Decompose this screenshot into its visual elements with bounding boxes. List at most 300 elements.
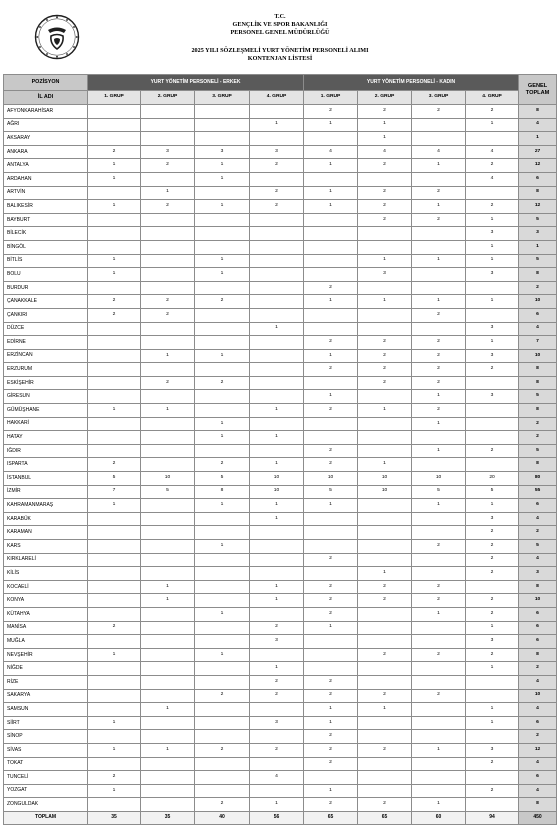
quota-cell: 5: [304, 485, 358, 499]
row-total: 2: [519, 281, 557, 295]
quota-cell: [195, 322, 250, 336]
quota-cell: [250, 268, 304, 282]
quota-cell: [466, 689, 519, 703]
quota-cell: [250, 363, 304, 377]
quota-cell: [358, 662, 412, 676]
province-name: KÜTAHYA: [4, 607, 88, 621]
quota-cell: [304, 268, 358, 282]
quota-cell: 2: [466, 607, 519, 621]
header-female-staff: YURT YÖNETİM PERSONELİ - KADIN: [304, 75, 519, 91]
table-row: [4, 689, 557, 703]
quota-cell: [195, 118, 250, 132]
quota-cell: [141, 322, 195, 336]
row-total: 10: [519, 689, 557, 703]
province-name: ZONGULDAK: [4, 798, 88, 812]
quota-cell: 1: [304, 621, 358, 635]
quota-cell: [358, 227, 412, 241]
quota-cell: 2: [304, 458, 358, 472]
quota-cell: 1: [358, 567, 412, 581]
quota-cell: 2: [466, 159, 519, 173]
quota-cell: 1: [412, 390, 466, 404]
quota-cell: [141, 689, 195, 703]
header-line-subtitle: KONTENJAN LİSTESİ: [247, 55, 313, 62]
quota-cell: [412, 675, 466, 689]
quota-cell: [88, 417, 141, 431]
table-row: [4, 607, 557, 621]
quota-cell: 2: [466, 540, 519, 554]
quota-cell: 1: [304, 716, 358, 730]
row-total: 5: [519, 254, 557, 268]
quota-cell: 1: [358, 254, 412, 268]
table-row: [4, 349, 557, 363]
quota-cell: 2: [304, 757, 358, 771]
row-total: 27: [519, 145, 557, 159]
quota-cell: [304, 662, 358, 676]
province-name: KONYA: [4, 594, 88, 608]
quota-cell: 1: [412, 743, 466, 757]
row-total: 8: [519, 186, 557, 200]
quota-cell: [141, 227, 195, 241]
column-total: 65: [358, 811, 412, 824]
quota-cell: 10: [250, 485, 304, 499]
quota-cell: [141, 417, 195, 431]
quota-cell: [358, 281, 412, 295]
quota-cell: [304, 376, 358, 390]
quota-cell: [141, 213, 195, 227]
quota-cell: [358, 730, 412, 744]
row-total: 8: [519, 458, 557, 472]
quota-cell: 7: [88, 485, 141, 499]
quota-cell: [250, 254, 304, 268]
table-row: [4, 648, 557, 662]
quota-cell: [466, 186, 519, 200]
row-total: 6: [519, 635, 557, 649]
quota-cell: 3: [466, 743, 519, 757]
quota-cell: 2: [250, 159, 304, 173]
column-total: 60: [412, 811, 466, 824]
quota-cell: 2: [358, 743, 412, 757]
quota-cell: 2: [358, 213, 412, 227]
quota-cell: 3: [466, 349, 519, 363]
quota-cell: 8: [195, 485, 250, 499]
quota-cell: 1: [195, 172, 250, 186]
quota-cell: 2: [412, 105, 466, 119]
quota-cell: 1: [141, 594, 195, 608]
quota-cell: 2: [88, 295, 141, 309]
quota-cell: 1: [466, 254, 519, 268]
quota-cell: 1: [141, 580, 195, 594]
table-row: [4, 621, 557, 635]
quota-cell: [141, 499, 195, 513]
quota-cell: [141, 444, 195, 458]
province-name: BAYBURT: [4, 213, 88, 227]
quota-cell: 1: [141, 703, 195, 717]
quota-cell: [195, 526, 250, 540]
quota-cell: [250, 703, 304, 717]
quota-cell: 1: [88, 172, 141, 186]
row-total: 8: [519, 580, 557, 594]
quota-cell: [88, 553, 141, 567]
quota-cell: 1: [88, 716, 141, 730]
quota-cell: 3: [195, 145, 250, 159]
quota-cell: 1: [88, 268, 141, 282]
quota-cell: [141, 363, 195, 377]
quota-cell: 1: [250, 580, 304, 594]
quota-cell: [250, 213, 304, 227]
table-row: [4, 472, 557, 486]
row-total: 10: [519, 295, 557, 309]
quota-cell: 2: [195, 743, 250, 757]
quota-cell: 4: [250, 771, 304, 785]
quota-table: [3, 74, 557, 825]
quota-cell: [195, 444, 250, 458]
quota-cell: [141, 540, 195, 554]
quota-cell: 1: [358, 295, 412, 309]
quota-cell: [195, 580, 250, 594]
province-name: KARS: [4, 540, 88, 554]
quota-cell: [88, 526, 141, 540]
province-name: AĞRI: [4, 118, 88, 132]
province-name: KIRKLARELİ: [4, 553, 88, 567]
quota-cell: 2: [250, 186, 304, 200]
quota-cell: 1: [141, 404, 195, 418]
quota-cell: 2: [195, 295, 250, 309]
quota-cell: [466, 431, 519, 445]
table-row: [4, 580, 557, 594]
table-row: [4, 743, 557, 757]
quota-cell: [304, 322, 358, 336]
quota-cell: [304, 512, 358, 526]
quota-cell: [304, 213, 358, 227]
row-total: 6: [519, 621, 557, 635]
table-row: [4, 784, 557, 798]
row-total: 2: [519, 431, 557, 445]
province-name: ANKARA: [4, 145, 88, 159]
quota-cell: [250, 132, 304, 146]
header-grand-total-line1: GENEL: [527, 82, 548, 89]
table-row: [4, 172, 557, 186]
header-line-tc: T.C.: [274, 13, 286, 20]
quota-cell: [195, 336, 250, 350]
table-row: [4, 798, 557, 812]
quota-cell: [250, 240, 304, 254]
quota-cell: 3: [466, 512, 519, 526]
quota-cell: 1: [88, 159, 141, 173]
quota-cell: 1: [195, 607, 250, 621]
quota-cell: 1: [304, 118, 358, 132]
province-name: TUNCELİ: [4, 771, 88, 785]
quota-cell: 2: [412, 689, 466, 703]
quota-cell: [358, 784, 412, 798]
quota-cell: 1: [88, 200, 141, 214]
province-name: ERZURUM: [4, 363, 88, 377]
row-total: 4: [519, 512, 557, 526]
quota-cell: [304, 132, 358, 146]
quota-cell: [88, 703, 141, 717]
quota-cell: [412, 662, 466, 676]
quota-cell: 1: [250, 499, 304, 513]
group-header: 1. GRUP: [304, 91, 358, 105]
row-total: 2: [519, 417, 557, 431]
quota-cell: 2: [88, 145, 141, 159]
province-name: ÇANAKKALE: [4, 295, 88, 309]
quota-cell: 1: [250, 118, 304, 132]
quota-cell: 2: [358, 349, 412, 363]
quota-cell: [412, 512, 466, 526]
province-name: DÜZCE: [4, 322, 88, 336]
quota-cell: [466, 771, 519, 785]
quota-cell: 2: [412, 580, 466, 594]
quota-cell: [141, 105, 195, 119]
quota-cell: [412, 757, 466, 771]
row-total: 6: [519, 308, 557, 322]
quota-cell: 2: [412, 540, 466, 554]
quota-cell: [88, 349, 141, 363]
quota-cell: 1: [466, 499, 519, 513]
quota-cell: 1: [195, 431, 250, 445]
quota-cell: [195, 227, 250, 241]
quota-cell: 1: [195, 200, 250, 214]
quota-cell: [358, 390, 412, 404]
quota-cell: [141, 526, 195, 540]
table-row: [4, 308, 557, 322]
quota-cell: [88, 390, 141, 404]
quota-cell: 2: [141, 308, 195, 322]
row-total: 10: [519, 594, 557, 608]
quota-cell: [88, 675, 141, 689]
province-name: SİVAS: [4, 743, 88, 757]
quota-cell: [141, 390, 195, 404]
province-name: NEVŞEHİR: [4, 648, 88, 662]
table-row: [4, 512, 557, 526]
quota-cell: [412, 281, 466, 295]
quota-cell: 1: [195, 417, 250, 431]
quota-cell: [250, 281, 304, 295]
quota-cell: [250, 336, 304, 350]
row-total: 4: [519, 118, 557, 132]
column-total: 94: [466, 811, 519, 824]
table-row: [4, 526, 557, 540]
header-line-ministry: GENÇLİK VE SPOR BAKANLIĞI: [232, 21, 328, 28]
quota-cell: 1: [304, 186, 358, 200]
quota-cell: [250, 349, 304, 363]
quota-cell: [358, 757, 412, 771]
quota-cell: 5: [195, 472, 250, 486]
quota-cell: 1: [141, 743, 195, 757]
quota-cell: 5: [466, 485, 519, 499]
row-total: 2: [519, 662, 557, 676]
quota-cell: 1: [412, 417, 466, 431]
table-row: [4, 376, 557, 390]
row-total: 4: [519, 703, 557, 717]
province-name: KARAMAN: [4, 526, 88, 540]
quota-cell: 1: [412, 499, 466, 513]
quota-cell: 1: [250, 322, 304, 336]
quota-cell: 2: [304, 730, 358, 744]
quota-cell: 2: [466, 567, 519, 581]
quota-cell: [141, 172, 195, 186]
quota-cell: 20: [466, 472, 519, 486]
row-total: 7: [519, 336, 557, 350]
quota-cell: 1: [88, 648, 141, 662]
province-name: IĞDIR: [4, 444, 88, 458]
quota-cell: 2: [466, 363, 519, 377]
quota-cell: [250, 105, 304, 119]
row-total: 10: [519, 349, 557, 363]
quota-cell: [195, 308, 250, 322]
quota-cell: [250, 417, 304, 431]
table-row: [4, 771, 557, 785]
quota-cell: [141, 431, 195, 445]
column-total: 65: [304, 811, 358, 824]
table-row: [4, 757, 557, 771]
quota-cell: [304, 308, 358, 322]
table-row: [4, 145, 557, 159]
table-row: [4, 703, 557, 717]
quota-cell: [412, 132, 466, 146]
quota-cell: 1: [304, 295, 358, 309]
header-position: POZİSYON: [4, 75, 88, 91]
column-total: 40: [195, 811, 250, 824]
quota-cell: [304, 540, 358, 554]
quota-cell: [304, 771, 358, 785]
table-row: [4, 213, 557, 227]
quota-cell: 1: [466, 662, 519, 676]
quota-cell: 10: [358, 472, 412, 486]
table-row: [4, 404, 557, 418]
quota-cell: 1: [466, 621, 519, 635]
row-total: 6: [519, 172, 557, 186]
quota-cell: 2: [466, 553, 519, 567]
quota-cell: 2: [412, 376, 466, 390]
province-name: KARABÜK: [4, 512, 88, 526]
table-row: [4, 281, 557, 295]
quota-cell: [195, 635, 250, 649]
quota-cell: 10: [412, 472, 466, 486]
quota-cell: 2: [412, 308, 466, 322]
quota-cell: 1: [304, 159, 358, 173]
quota-cell: 1: [412, 607, 466, 621]
quota-cell: [141, 268, 195, 282]
quota-cell: [195, 594, 250, 608]
quota-cell: [250, 730, 304, 744]
quota-cell: [412, 268, 466, 282]
quota-cell: 1: [195, 254, 250, 268]
quota-cell: 2: [358, 363, 412, 377]
quota-cell: 3: [466, 268, 519, 282]
quota-cell: 1: [88, 784, 141, 798]
table-row: [4, 499, 557, 513]
quota-cell: [88, 607, 141, 621]
quota-cell: 2: [304, 404, 358, 418]
row-total: 5: [519, 213, 557, 227]
quota-cell: 2: [466, 105, 519, 119]
table-row: [4, 118, 557, 132]
quota-cell: [358, 322, 412, 336]
table-row: [4, 567, 557, 581]
quota-cell: 3: [250, 716, 304, 730]
table-row: [4, 594, 557, 608]
quota-cell: [250, 390, 304, 404]
quota-cell: 1: [412, 159, 466, 173]
quota-cell: [195, 621, 250, 635]
quota-cell: [250, 540, 304, 554]
province-name: TOKAT: [4, 757, 88, 771]
row-total: 12: [519, 200, 557, 214]
quota-cell: 1: [250, 458, 304, 472]
quota-cell: [88, 105, 141, 119]
row-total: 6: [519, 607, 557, 621]
quota-cell: 2: [88, 458, 141, 472]
quota-cell: [466, 730, 519, 744]
quota-cell: 1: [304, 200, 358, 214]
row-total: 5: [519, 390, 557, 404]
quota-cell: [412, 458, 466, 472]
quota-cell: [250, 567, 304, 581]
quota-cell: [195, 132, 250, 146]
quota-cell: 2: [304, 580, 358, 594]
quota-cell: 1: [195, 268, 250, 282]
province-name: İSTANBUL: [4, 472, 88, 486]
quota-cell: 1: [358, 132, 412, 146]
quota-cell: 2: [466, 757, 519, 771]
quota-cell: 2: [412, 186, 466, 200]
quota-cell: 2: [141, 376, 195, 390]
quota-cell: 2: [195, 689, 250, 703]
quota-cell: [412, 431, 466, 445]
row-total: 4: [519, 675, 557, 689]
quota-cell: [141, 635, 195, 649]
province-name: ÇANKIRI: [4, 308, 88, 322]
quota-cell: 2: [358, 105, 412, 119]
quota-cell: [195, 105, 250, 119]
province-name: SAMSUN: [4, 703, 88, 717]
table-row: [4, 390, 557, 404]
table-row: [4, 417, 557, 431]
quota-cell: [412, 567, 466, 581]
quota-cell: 4: [304, 145, 358, 159]
header-male-staff: YURT YÖNETİM PERSONELİ - ERKEK: [88, 75, 304, 91]
quota-cell: 2: [141, 295, 195, 309]
row-total: 6: [519, 499, 557, 513]
quota-cell: 2: [304, 594, 358, 608]
document-header: [0, 0, 560, 72]
quota-cell: [141, 784, 195, 798]
total-label: TOPLAM: [4, 811, 88, 824]
quota-cell: 2: [358, 798, 412, 812]
quota-cell: [88, 594, 141, 608]
quota-cell: 1: [250, 512, 304, 526]
quota-cell: [304, 526, 358, 540]
quota-cell: 2: [358, 336, 412, 350]
table-row: [4, 295, 557, 309]
quota-cell: [358, 417, 412, 431]
quota-cell: 1: [88, 404, 141, 418]
quota-cell: 3: [141, 145, 195, 159]
quota-cell: 2: [412, 363, 466, 377]
quota-cell: 2: [412, 349, 466, 363]
quota-cell: [412, 227, 466, 241]
quota-cell: [250, 172, 304, 186]
quota-cell: 1: [412, 295, 466, 309]
header-line-directorate: PERSONEL GENEL MÜDÜRLÜĞÜ: [230, 29, 330, 36]
quota-cell: [304, 648, 358, 662]
quota-cell: [358, 635, 412, 649]
row-total: 2: [519, 730, 557, 744]
quota-cell: [195, 703, 250, 717]
quota-cell: 2: [466, 648, 519, 662]
quota-cell: 1: [358, 118, 412, 132]
